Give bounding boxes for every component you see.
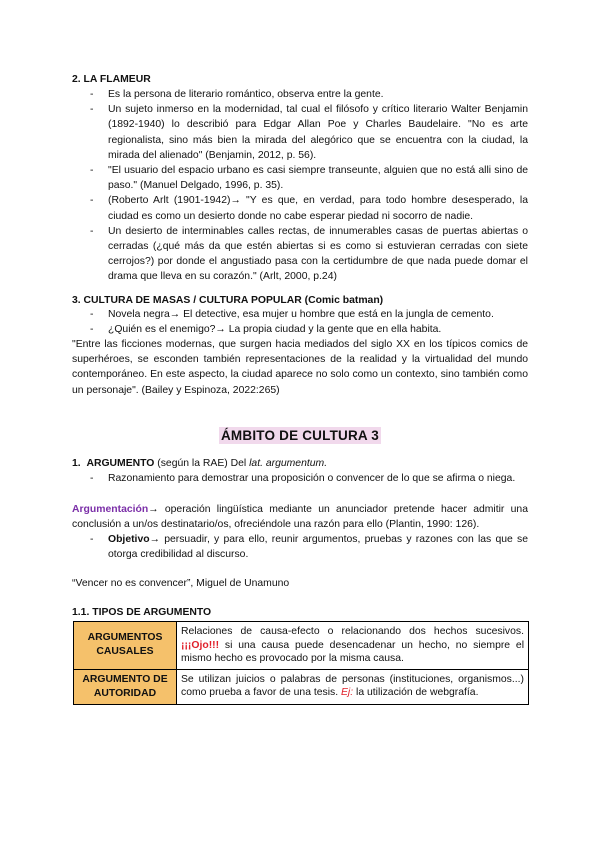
ambito-heading: [0, 428, 600, 445]
table-head-cell: ARGUMENTOS CAUSALES: [74, 622, 177, 670]
table-row: [74, 622, 529, 670]
ambito-title: ÁMBITO DE CULTURA 3: [220, 428, 380, 443]
table-body-cell: [177, 622, 529, 670]
list-item: - ¿Quién es el enemigo?→ La propia ciudad y la gente que en ella habita.: [72, 322, 528, 337]
tipos-title: 1.1. TIPOS DE ARGUMENTO: [72, 607, 212, 618]
cell-text: la utilización de webgrafía.: [353, 687, 479, 698]
argumento-rae: (según la RAE) Del: [154, 458, 250, 469]
list-item: [72, 532, 528, 562]
section-2-title: 2. LA FLAMEUR: [72, 74, 151, 85]
cell-text: si una causa puede desencadenar un hecho, no siempre el mismo hecho es provocado por la misma causa.: [181, 639, 524, 664]
argumento-heading: [72, 456, 528, 471]
cell-text: Se utilizan juicios o palabras de personas (instituciones, organismos...) como prueba a favor de una tesis.: [181, 673, 524, 698]
section-2-list: [72, 87, 528, 285]
section-3-list: [72, 307, 528, 337]
objetivo-label: Objetivo: [108, 534, 150, 545]
list-item: - Un sujeto inmerso en la modernidad, tal cual el filósofo y crítico literario Walter Benjamin (1892-1940) lo describió para Edgar Allan Poe y Charles Baudelaire. "No es arte regionalista, sino más bien la mirada del alegórico que se encuentra con la ciudad, la mirada del alienado" (Benjamin, 2012, p. 56).: [72, 102, 528, 163]
list-item: - Un desierto de interminables calles rectas, de innumerables casas de puertas abiertas o cerradas (¿qué más da que estén abiertas si es como si estuvieran cerradas con siete cerrojos?) por donde el angustiado pasa con la certidumbre de que nada puede domar el drama que lleva en su corazón." (Arlt, 2000, p.24): [72, 224, 528, 285]
objetivo-list: [72, 532, 528, 562]
section-3-quote: "Entre las ficciones modernas, que surgen hacia mediados del siglo XX en los típicos comics de superhéroes, se esconden también representaciones de la realidad y la virtualidad del mundo contemporáneo. En este aspecto, la ciudad aparece no solo como un contexto, sino también como un personaje". (Bailey y Espinoza, 2022:265): [72, 339, 528, 396]
table-row: [74, 669, 529, 704]
table-body-cell: [177, 669, 529, 704]
list-item: - Es la persona de literario romántico, observa entre la gente.: [72, 87, 528, 102]
argumentacion-term: Argumentación: [72, 504, 149, 515]
example-label: Ej:: [341, 687, 354, 698]
list-item: - Novela negra→ El detective, esa mujer u hombre que está en la jungla de cemento.: [72, 307, 528, 322]
list-item: - (Roberto Arlt (1901-1942)→ "Y es que, en verdad, para todo hombre desesperado, la ciudad es como un desierto donde no cabe esperar piedad ni socorro de nadie.: [72, 193, 528, 223]
list-item: - "El usuario del espacio urbano es casi siempre transeunte, alguien que no está alli sino de paso." (Manuel Delgado, 1996, p. 35).: [72, 163, 528, 193]
unamuno-quote: “Vencer no es convencer”, Miguel de Unamuno: [72, 578, 290, 589]
tipos-table: [73, 621, 529, 705]
argumento-number: 1.: [72, 458, 81, 469]
objetivo-text: → persuadir, y para ello, reunir argumentos, pruebas y razones con las que se otorga credibilidad al discurso.: [108, 534, 528, 561]
table-head-cell: ARGUMENTO DE AUTORIDAD: [74, 669, 177, 704]
argumentacion-text: → operación lingüística mediante un anunciador pretende hacer admitir una conclusión a un/os destinatario/os, ofreciéndole una razón para ello (Plantin, 1990: 126).: [72, 504, 528, 531]
list-item: - Razonamiento para demostrar una proposición o convencer de lo que se afirma o niega.: [72, 471, 528, 486]
argumento-list: [72, 471, 528, 486]
argumentacion-definition: [72, 502, 528, 532]
argumento-term: ARGUMENTO: [86, 458, 155, 469]
warning-text: ¡¡¡Ojo!!!: [181, 639, 220, 651]
section-3-title: 3. CULTURA DE MASAS / CULTURA POPULAR (Comic batman): [72, 295, 384, 306]
cell-text: Relaciones de causa-efecto o relacionando dos hechos sucesivos.: [181, 626, 524, 637]
argumento-latin: lat. argumentum.: [249, 458, 328, 469]
